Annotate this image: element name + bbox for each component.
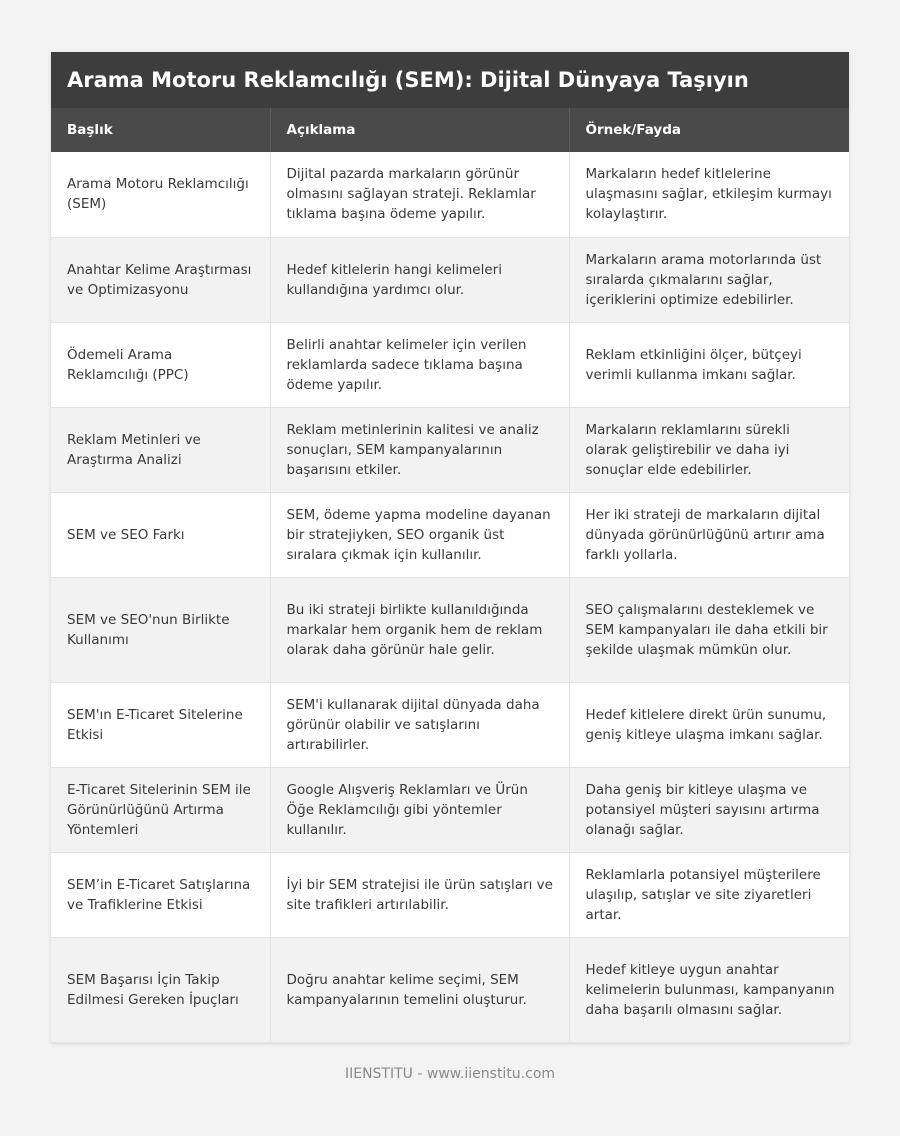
cell-aciklama: İyi bir SEM stratejisi ile ürün satışları ve site trafikleri artırılabilir. [270,852,569,937]
cell-baslik: SEM’in E-Ticaret Satışlarına ve Trafiklerine Etkisi [51,852,270,937]
table-row [51,767,849,852]
cell-ornek-fayda: Daha geniş bir kitleye ulaşma ve potansiyel müşteri sayısını artırma olanağı sağlar. [569,767,849,852]
page-title: Arama Motoru Reklamcılığı (SEM): Dijital Dünyaya Taşıyın [51,52,849,108]
cell-baslik: Anahtar Kelime Araştırması ve Optimizasyonu [51,237,270,322]
cell-ornek-fayda: Markaların arama motorlarında üst sıralarda çıkmalarını sağlar, içeriklerini optimize edebilirler. [569,237,849,322]
table-row [51,407,849,492]
cell-baslik: Arama Motoru Reklamcılığı (SEM) [51,152,270,237]
cell-baslik: SEM'ın E-Ticaret Sitelerine Etkisi [51,682,270,767]
column-header-baslik: Başlık [51,108,270,152]
table-row [51,852,849,937]
cell-ornek-fayda: SEO çalışmalarını desteklemek ve SEM kampanyaları ile daha etkili bir şekilde ulaşmak mümkün olur. [569,577,849,682]
cell-baslik: SEM ve SEO'nun Birlikte Kullanımı [51,577,270,682]
table-row [51,322,849,407]
cell-ornek-fayda: Hedef kitleye uygun anahtar kelimelerin bulunması, kampanyanın daha başarılı olmasını sağlar. [569,937,849,1042]
cell-baslik: Ödemeli Arama Reklamcılığı (PPC) [51,322,270,407]
cell-ornek-fayda: Reklam etkinliğini ölçer, bütçeyi verimli kullanma imkanı sağlar. [569,322,849,407]
table-header-row [51,108,849,152]
cell-aciklama: Doğru anahtar kelime seçimi, SEM kampanyalarının temelini oluşturur. [270,937,569,1042]
cell-aciklama: SEM'i kullanarak dijital dünyada daha görünür olabilir ve satışlarını artırabilirler. [270,682,569,767]
cell-aciklama: Google Alışveriş Reklamları ve Ürün Öğe Reklamcılığı gibi yöntemler kullanılır. [270,767,569,852]
table-row [51,937,849,1042]
sem-table [51,108,849,1043]
table-row [51,237,849,322]
table-row [51,682,849,767]
cell-aciklama: Reklam metinlerinin kalitesi ve analiz sonuçları, SEM kampanyalarının başarısını etkiler. [270,407,569,492]
cell-aciklama: SEM, ödeme yapma modeline dayanan bir stratejiyken, SEO organik üst sıralara çıkmak için kullanılır. [270,492,569,577]
cell-ornek-fayda: Hedef kitlelere direkt ürün sunumu, geniş kitleye ulaşma imkanı sağlar. [569,682,849,767]
cell-aciklama: Dijital pazarda markaların görünür olmasını sağlayan strateji. Reklamlar tıklama başına ödeme yapılır. [270,152,569,237]
cell-ornek-fayda: Markaların hedef kitlelerine ulaşmasını sağlar, etkileşim kurmayı kolaylaştırır. [569,152,849,237]
cell-ornek-fayda: Her iki strateji de markaların dijital dünyada görünürlüğünü artırır ama farklı yollarla. [569,492,849,577]
content-card [51,52,849,1043]
cell-aciklama: Belirli anahtar kelimeler için verilen reklamlarda sadece tıklama başına ödeme yapılır. [270,322,569,407]
cell-aciklama: Bu iki strateji birlikte kullanıldığında markalar hem organik hem de reklam olarak daha görünür hale gelir. [270,577,569,682]
cell-baslik: Reklam Metinleri ve Araştırma Analizi [51,407,270,492]
cell-aciklama: Hedef kitlelerin hangi kelimeleri kullandığına yardımcı olur. [270,237,569,322]
cell-baslik: SEM Başarısı İçin Takip Edilmesi Gereken İpuçları [51,937,270,1042]
cell-baslik: SEM ve SEO Farkı [51,492,270,577]
footer-credit: IIENSTITU - www.iienstitu.com [344,1066,556,1082]
column-header-aciklama: Açıklama [270,108,569,152]
cell-ornek-fayda: Markaların reklamlarını sürekli olarak geliştirebilir ve daha iyi sonuçlar elde edebilirler. [569,407,849,492]
table-row [51,152,849,237]
column-header-ornek-fayda: Örnek/Fayda [569,108,849,152]
cell-ornek-fayda: Reklamlarla potansiyel müşterilere ulaşılıp, satışlar ve site ziyaretleri artar. [569,852,849,937]
cell-baslik: E-Ticaret Sitelerinin SEM ile Görünürlüğünü Artırma Yöntemleri [51,767,270,852]
table-row [51,492,849,577]
table-row [51,577,849,682]
